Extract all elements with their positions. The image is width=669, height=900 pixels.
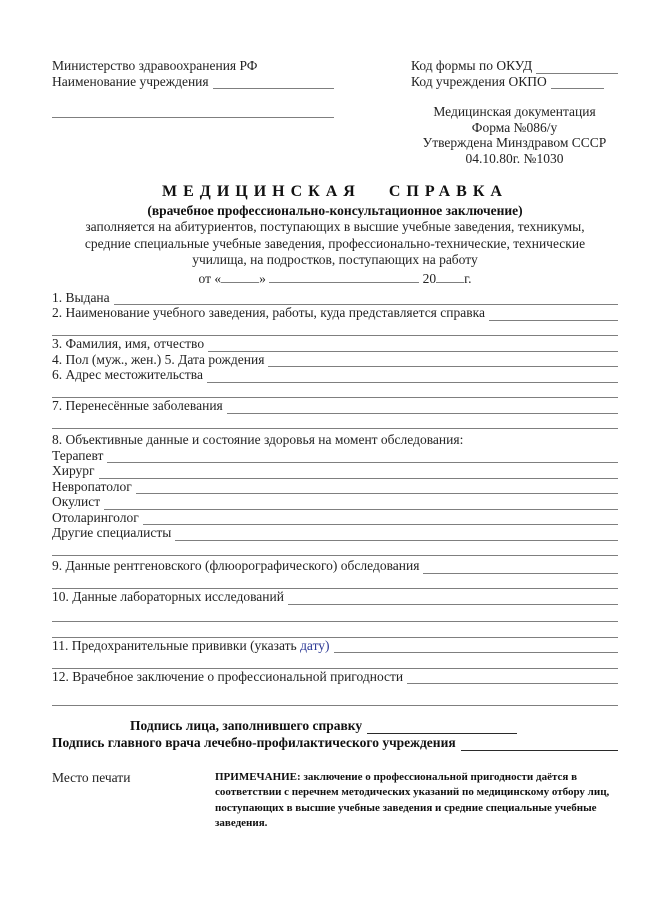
- field-10-blank-line3: [52, 622, 618, 638]
- signature-chief-doctor-blank: [461, 750, 618, 751]
- otolaryngologist-blank: [143, 524, 618, 525]
- field-2-label: 2. Наименование учебного заведения, работы, куда представляется справка: [52, 305, 485, 320]
- form-description-line3: училища, на подростков, поступающих на работу: [192, 252, 478, 267]
- document-designation-block: [411, 104, 618, 166]
- okpo-code-label: Код учреждения ОКПО: [411, 73, 547, 89]
- field-3-blank: [208, 351, 618, 352]
- field-9-blank: [423, 573, 618, 574]
- institution-name-row: [52, 74, 334, 90]
- date-month-blank: [269, 272, 419, 283]
- field-otolaryngologist: [52, 510, 618, 526]
- field-1-label: 1. Выдана: [52, 289, 110, 305]
- institution-name-blank-line2: [52, 102, 334, 118]
- note-block: [215, 770, 618, 832]
- date-year-suffix: г.: [464, 270, 472, 286]
- other-specialists-blank-line2: [52, 541, 618, 557]
- signature-chief-doctor-row: [52, 734, 618, 751]
- field-10-blank: [288, 604, 618, 605]
- field-3-full-name: [52, 336, 618, 352]
- signature-chief-doctor-label: Подпись главного врача лечебно-профилактического учреждения: [52, 735, 456, 750]
- field-5-blank: [268, 366, 618, 367]
- title-block: [52, 182, 618, 287]
- issue-date-line: [52, 270, 618, 287]
- form-description-line1: заполняется на абитуриентов, поступающих в высшие учебные заведения, техникумы,: [85, 219, 585, 234]
- field-3-label: 3. Фамилия, имя, отчество: [52, 336, 205, 351]
- field-7-past-illnesses: [52, 398, 618, 414]
- field-oculist: [52, 494, 618, 510]
- note-text: заключение о профессиональной пригодности даётся в соответствии с перечнем методических указаний по медицинскому отбору лиц, поступающих в высшие учебные заведения и средние специальные учебные заведения.: [215, 770, 610, 829]
- form-header: [52, 58, 618, 166]
- okud-code-blank: [536, 73, 618, 74]
- field-12-blank-line2: [52, 690, 618, 706]
- field-surgeon: [52, 463, 618, 479]
- field-10-lab-tests: [52, 589, 618, 605]
- field-neurologist: [52, 479, 618, 495]
- header-left-block: [52, 58, 334, 118]
- field-6-blank: [207, 382, 618, 383]
- date-year-prefix: 20: [422, 270, 437, 286]
- other-specialists-blank: [175, 540, 618, 541]
- field-9-xray: [52, 558, 618, 574]
- signature-filler-label: Подпись лица, заполнившего справку: [130, 718, 363, 733]
- form-footer: [52, 770, 618, 832]
- doc-designation-line2: Форма №086/у: [471, 119, 558, 135]
- field-12-blank: [407, 683, 618, 684]
- date-from-label: от «: [198, 270, 222, 286]
- field-12-label: 12. Врачебное заключение о профессиональной пригодности: [52, 668, 404, 684]
- field-10-blank-line2: [52, 607, 618, 623]
- header-right-block: [411, 58, 618, 166]
- note-label: ПРИМЕЧАНИЕ:: [215, 770, 301, 783]
- field-11-label-accent: дату): [300, 637, 330, 653]
- field-10-label: 10. Данные лабораторных исследований: [52, 589, 284, 604]
- section-8-heading: 8. Объективные данные и состояние здоровья на момент обследования:: [52, 432, 464, 447]
- stamp-place-label: Место печати: [52, 769, 131, 785]
- field-7-blank: [227, 413, 618, 414]
- form-description-line2: средние специальные учебные заведения, профессионально-технические, технические: [84, 235, 586, 251]
- signature-filler-blank: [367, 733, 517, 734]
- okpo-code-row: [411, 74, 618, 90]
- field-7-label: 7. Перенесённые заболевания: [52, 398, 223, 413]
- okud-code-row: [411, 58, 618, 74]
- field-4-5-sex-birthdate: [52, 352, 618, 368]
- field-6-blank-line2: [52, 383, 618, 399]
- field-11-label-prefix: 11. Предохранительные прививки (указать: [52, 637, 297, 653]
- therapist-label: Терапевт: [52, 447, 104, 463]
- date-quote-close: »: [259, 270, 266, 286]
- field-therapist: [52, 448, 618, 464]
- field-2-blank-line2: [52, 321, 618, 337]
- field-2-blank: [489, 320, 618, 321]
- doc-designation-line3: Утверждена Минздравом СССР: [422, 135, 607, 150]
- date-year-blank: [436, 272, 464, 283]
- field-other-specialists: [52, 525, 618, 541]
- form-title: МЕДИЦИНСКАЯ СПРАВКА: [162, 183, 508, 200]
- form-fields: [52, 290, 618, 706]
- ministry-name: Министерство здравоохранения РФ: [52, 58, 258, 73]
- field-9-label: 9. Данные рентгеновского (флюорографического) обследования: [52, 558, 420, 573]
- oculist-blank: [104, 509, 618, 510]
- neurologist-blank: [136, 493, 618, 494]
- field-6-address: [52, 367, 618, 383]
- field-6-label: 6. Адрес местожительства: [52, 367, 203, 382]
- other-specialists-label: Другие специалисты: [52, 525, 172, 540]
- okud-code-label: Код формы по ОКУД: [411, 58, 533, 73]
- institution-name-label: Наименование учреждения: [52, 73, 209, 89]
- doc-designation-line1: Медицинская документация: [433, 104, 596, 119]
- otolaryngologist-label: Отоларинголог: [52, 509, 139, 525]
- field-12-medical-conclusion: [52, 669, 618, 685]
- field-11-blank: [334, 652, 618, 653]
- surgeon-blank: [99, 478, 618, 479]
- field-11-blank-line2: [52, 653, 618, 669]
- date-day-blank: [221, 272, 259, 283]
- signature-filler-row: [130, 717, 618, 734]
- field-11-label: [52, 638, 330, 654]
- institution-name-blank: [213, 88, 334, 89]
- field-9-blank-line2: [52, 574, 618, 590]
- surgeon-label: Хирург: [52, 463, 95, 478]
- field-4-5-label: 4. Пол (муж., жен.) 5. Дата рождения: [52, 351, 265, 367]
- therapist-blank: [107, 462, 618, 463]
- field-1-issued-by: [52, 290, 618, 306]
- form-subtitle: (врачебное профессионально-консультационное заключение): [147, 203, 523, 218]
- okpo-code-blank: [551, 88, 604, 89]
- oculist-label: Окулист: [52, 494, 101, 509]
- field-11-vaccinations: [52, 638, 618, 654]
- field-7-blank-line2: [52, 414, 618, 430]
- field-2-institution: [52, 305, 618, 321]
- neurologist-label: Невропатолог: [52, 478, 132, 494]
- doc-designation-line4: 04.10.80г. №1030: [465, 150, 564, 166]
